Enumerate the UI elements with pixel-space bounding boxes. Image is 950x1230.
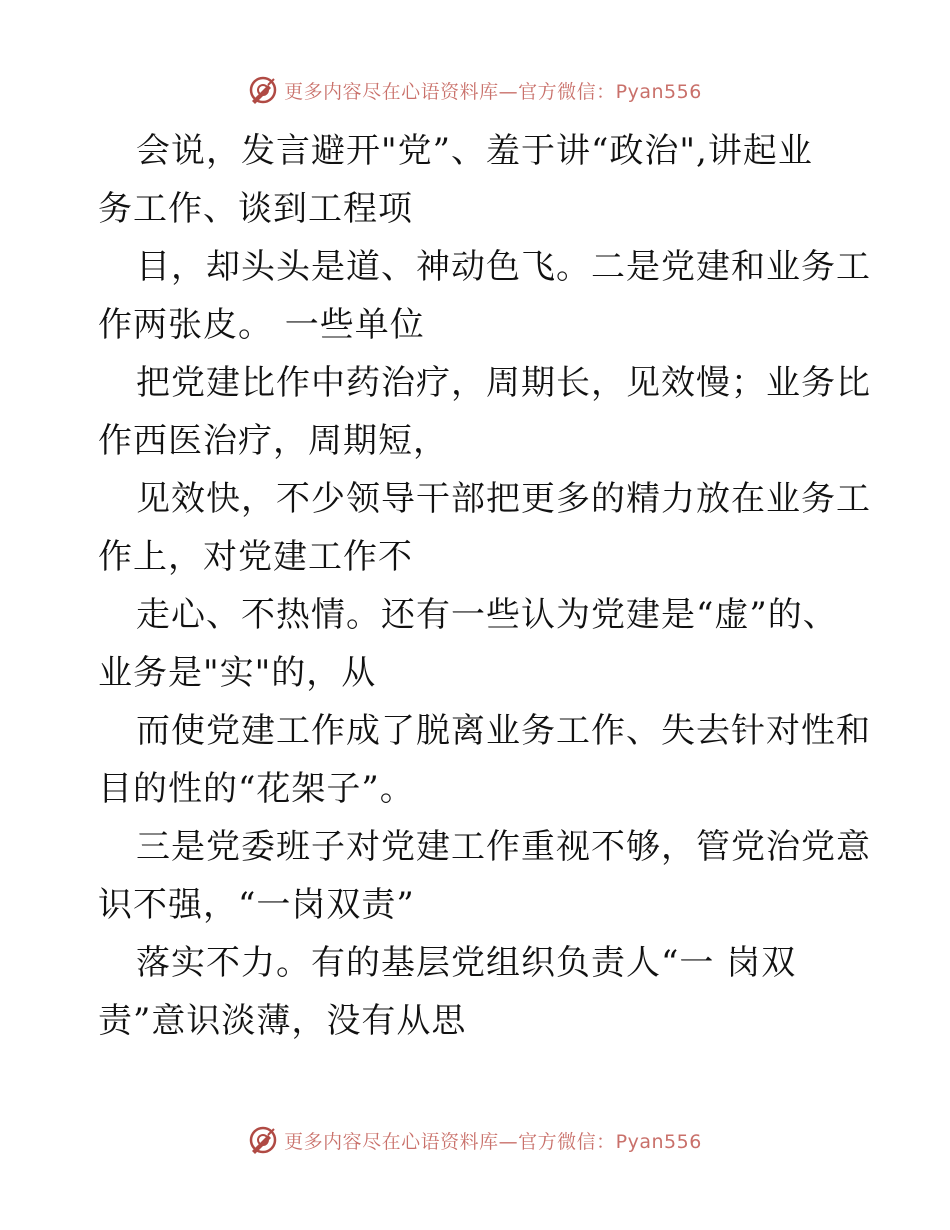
paragraph [98,586,858,702]
text-line: 业务是"实"的，从 [98,653,377,693]
text-line: 责”意识淡薄，没有从思 [98,1001,467,1041]
paragraph [98,354,871,470]
text-line: 把党建比作中药治疗，周期长，见效慢；业务比 [136,363,871,403]
text-line: 作上，对党建工作不 [98,537,413,577]
text-line: 走心、不热情。还有一些认为党建是“虚”的、 [136,595,838,635]
paragraph [98,470,871,586]
text-line: 识不强，“一岗双责” [98,885,415,925]
watermark-text: 更多内容尽在心语资料库—官方微信：Pyan556 [284,1130,702,1153]
header-watermark [0,73,950,107]
footer-watermark [0,1123,950,1157]
pen-circle-icon [248,75,278,105]
text-line: 目的性的“花架子”。 [98,769,415,809]
text-line: 三是党委班子对党建工作重视不够，管党治党意 [136,827,871,867]
text-line: 而使党建工作成了脱离业务工作、失去针对性和 [136,711,871,751]
text-line: 落实不力。有的基层党组织负责人“一 岗双 [136,943,797,983]
text-line: 会说，发言避开"党”、羞于讲“政治",讲起业 [136,131,813,171]
paragraph [98,238,871,354]
watermark-text: 更多内容尽在心语资料库—官方微信：Pyan556 [284,80,702,103]
text-line: 作两张皮。 一些单位 [98,305,425,345]
paragraph [98,934,858,1050]
text-line: 务工作、谈到工程项 [98,189,413,229]
text-line: 见效快，不少领导干部把更多的精力放在业务工 [136,479,871,519]
paragraph [98,702,871,818]
text-line: 作西医治疗，周期短， [98,421,448,461]
text-line: 目，却头头是道、神动色飞。二是党建和业务工 [136,247,871,287]
pen-circle-icon [248,1125,278,1155]
document-body [98,122,871,1050]
paragraph [98,122,858,238]
paragraph [98,818,871,934]
